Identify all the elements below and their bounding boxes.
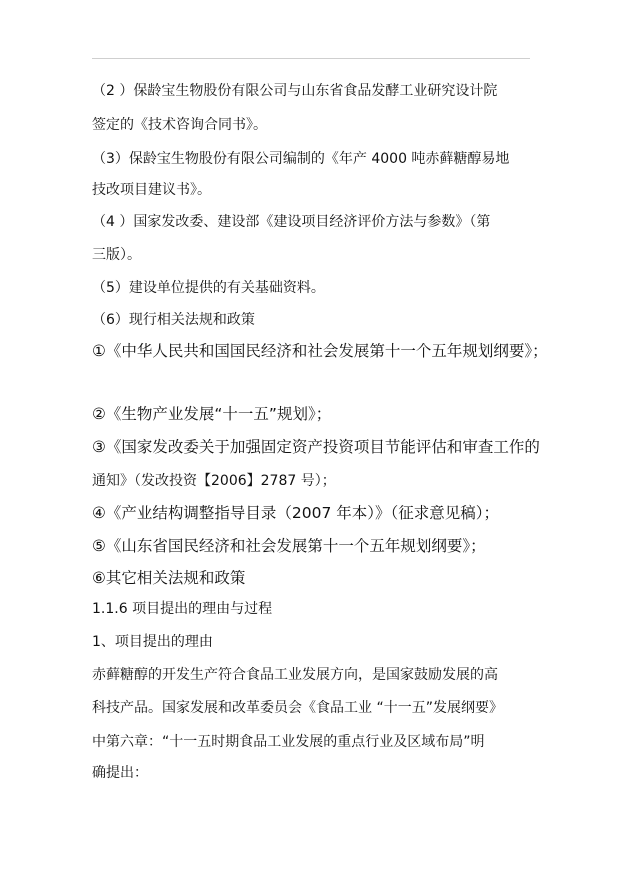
regulation-item-5: ⑤《山东省国民经济和社会发展第十一个五年规划纲要》； [92, 537, 486, 555]
reference-item-4: （4 ）国家发改委、建设部《建设项目经济评价方法与参数》（第 [92, 214, 491, 230]
reference-item-4-cont: 三版）。 [92, 247, 141, 263]
regulation-item-1: ①《中华人民共和国国民经济和社会发展第十一个五年规划纲要》； [92, 342, 548, 360]
paragraph-line-1: 赤藓糖醇的开发生产符合食品工业发展方向，是国家鼓励发展的高 [92, 667, 498, 683]
paragraph-line-2: 科技产品。国家发展和改革委员会《食品工业 “十一五”发展纲要》 [92, 700, 503, 716]
reference-item-6: （6）现行相关法规和政策 [92, 312, 255, 328]
section-heading-1-1-6: 1.1.6 项目提出的理由与过程 [92, 601, 273, 617]
reference-item-2-cont: 签定的《技术咨询合同书》。 [92, 117, 267, 133]
regulation-item-6: ⑥其它相关法规和政策 [92, 569, 246, 587]
header-rule [92, 58, 530, 59]
reference-item-3: （3）保龄宝生物股份有限公司编制的《年产 4000 吨赤藓糖醇易地 [92, 151, 510, 167]
regulation-item-3-cont: 通知》（发改投资【2006】2787 号）； [92, 473, 336, 489]
subsection-heading-1: 1、项目提出的理由 [92, 634, 213, 650]
reference-item-2: （2 ）保龄宝生物股份有限公司与山东省食品发酵工业研究设计院 [92, 83, 498, 99]
regulation-item-4: ④《产业结构调整指导目录（2007 年本）》（征求意见稿）； [92, 504, 500, 522]
paragraph-line-3: 中第六章：“十一五时期食品工业发展的重点行业及区域布局”明 [92, 734, 485, 750]
reference-item-3-cont: 技改项目建议书》。 [92, 182, 211, 198]
regulation-item-2: ②《生物产业发展“十一五”规划》； [92, 405, 332, 423]
reference-item-5: （5）建设单位提供的有关基础资料。 [92, 280, 325, 296]
regulation-item-3: ③《国家发改委关于加强固定资产投资项目节能评估和审查工作的 [92, 438, 540, 456]
paragraph-line-4: 确提出： [92, 765, 148, 781]
